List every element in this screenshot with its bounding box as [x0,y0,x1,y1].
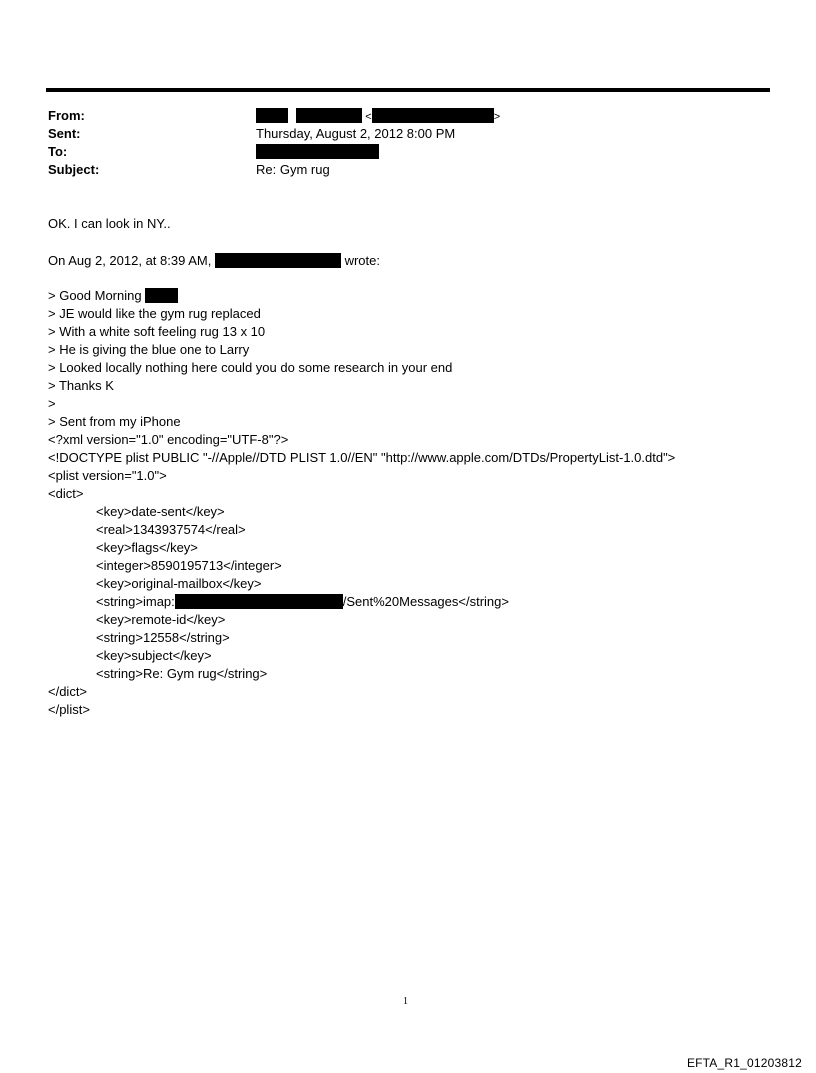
imap-line [96,593,509,611]
quote-line: > He is giving the blue one to Larry [48,342,250,357]
quote-greeting: > Good Morning [48,288,142,303]
quote-line: > [48,396,56,411]
reply-text: OK. I can look in NY.. [48,216,171,231]
redaction [296,108,362,123]
dict-line: <real>1343937574</real> [96,522,246,537]
redaction [256,108,288,123]
header-rule [46,88,770,92]
dict-line: <key>subject</key> [96,648,212,663]
dict-line: <key>original-mailbox</key> [96,576,262,591]
dict-line: <integer>8590195713</integer> [96,558,282,573]
redaction [256,144,379,159]
redaction [215,253,341,268]
subject-label: Subject: [48,162,100,177]
xml-line: <!DOCTYPE plist PUBLIC "-//Apple//DTD PLIST 1.0//EN" "http://www.apple.com/DTDs/PropertyList-1.0.dtd"> [48,450,676,465]
redaction [175,594,343,609]
bates-number: EFTA_R1_01203812 [686,1056,802,1070]
quote-line: > JE would like the gym rug replaced [48,306,261,321]
from-label: From: [48,108,85,123]
xml-close-line: </plist> [48,702,90,717]
dict-line: <key>remote-id</key> [96,612,226,627]
to-value [256,143,379,161]
sent-value: Thursday, August 2, 2012 8:00 PM [256,126,456,141]
redaction [372,108,494,123]
subject-value: Re: Gym rug [256,162,330,177]
wrote-line [48,252,380,270]
wrote-suffix: wrote: [344,253,380,268]
wrote-prefix: On Aug 2, 2012, at 8:39 AM, [48,253,212,268]
page-number: 1 [403,996,408,1007]
dict-line: <string>12558</string> [96,630,230,645]
from-value [256,107,500,126]
quote-line: > Thanks K [48,378,114,393]
quote-line: > With a white soft feeling rug 13 x 10 [48,324,266,339]
dict-line: <string>Re: Gym rug</string> [96,666,268,681]
to-label: To: [48,144,68,159]
dict-line: <key>date-sent</key> [96,504,225,519]
quote-line: > Looked locally nothing here could you do some research in your end [48,360,453,375]
dict-line: <key>flags</key> [96,540,198,555]
xml-line: <dict> [48,486,84,501]
xml-close-line: </dict> [48,684,88,699]
xml-line: <?xml version="1.0" encoding="UTF-8"?> [48,432,289,447]
quote-greeting-line [48,287,178,305]
sent-label: Sent: [48,126,81,141]
quote-line: > Sent from my iPhone [48,414,181,429]
angle-close-glyph: > [493,111,501,123]
xml-line: <plist version="1.0"> [48,468,167,483]
imap-suffix: /Sent%20Messages</string> [342,594,509,609]
angle-open-glyph: < [365,111,372,123]
imap-prefix: <string>imap: [96,594,175,609]
redaction [145,288,178,303]
